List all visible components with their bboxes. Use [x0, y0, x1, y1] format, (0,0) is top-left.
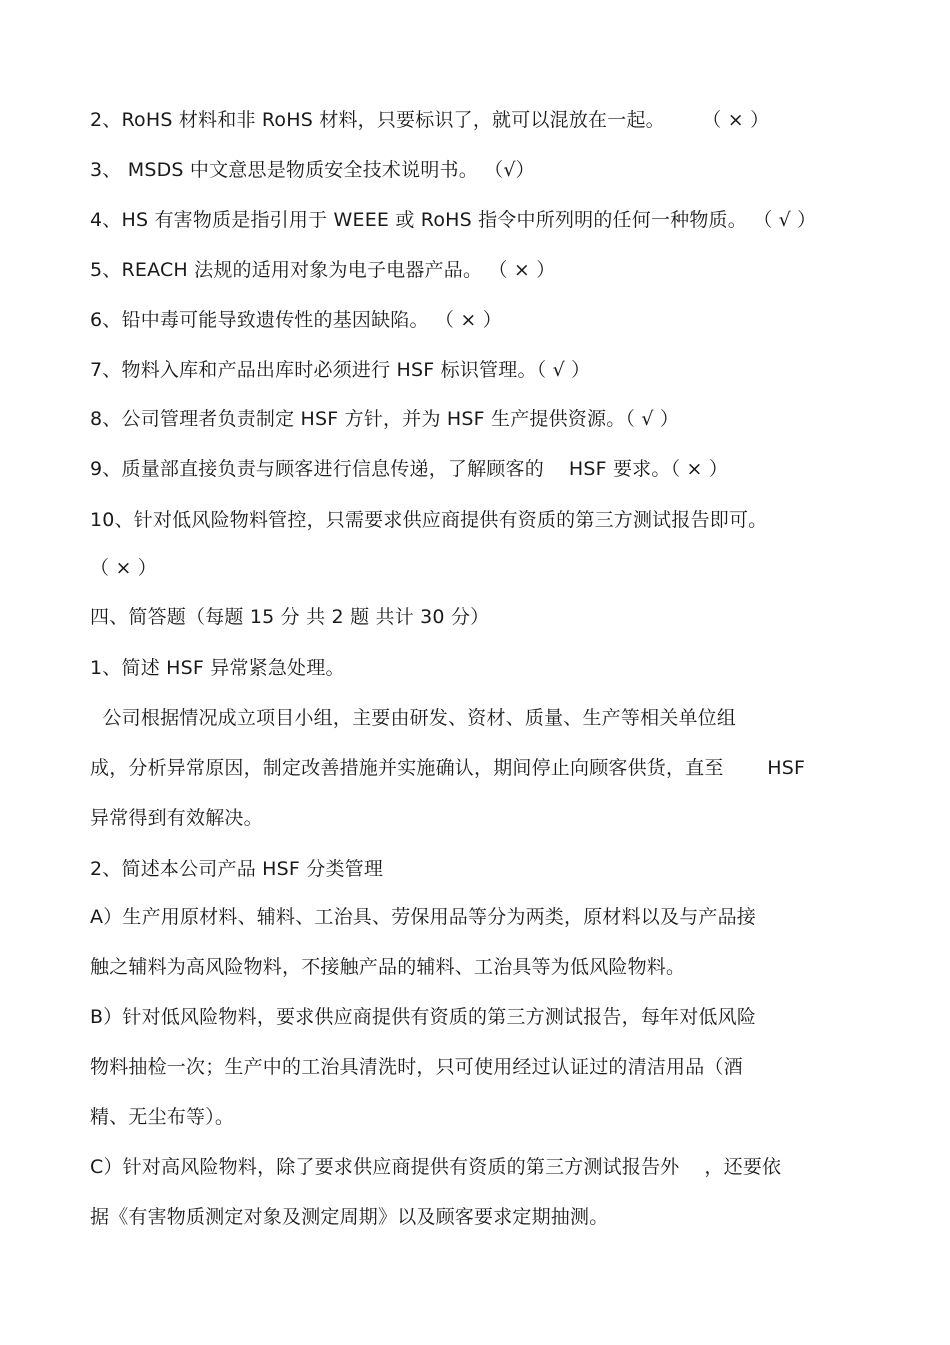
answer-1-line-3: 异常得到有效解决。 [90, 807, 263, 829]
answer-2-b-line-3: 精、无尘布等）。 [90, 1106, 235, 1128]
question-1: 1、简述 HSF 异常紧急处理。 [90, 657, 345, 679]
tf-item-3: 3、 MSDS 中文意思是物质安全技术说明书。 （√） [90, 159, 535, 181]
tf-item-10-answer: （ × ） [90, 557, 157, 579]
tf-item-8: 8、公司管理者负责制定 HSF 方针，并为 HSF 生产提供资源。（ √ ） [90, 408, 680, 430]
answer-1-line-1: 公司根据情况成立项目小组，主要由研发、资材、质量、生产等相关单位组 [90, 707, 737, 729]
question-2: 2、简述本公司产品 HSF 分类管理 [90, 858, 384, 880]
answer-2-a-line-1: A）生产用原材料、辅料、工治具、劳保用品等分为两类，原材料以及与产品接 [90, 906, 756, 928]
tf-item-9: 9、质量部直接负责与顾客进行信息传递，了解顾客的 HSF 要求。（ × ） [90, 458, 729, 480]
answer-2-b-line-2: 物料抽检一次；生产中的工治具清洗时，只可使用经过认证过的清洁用品（酒 [90, 1056, 743, 1078]
answer-2-b-line-1: B）针对低风险物料，要求供应商提供有资质的第三方测试报告，每年对低风险 [90, 1006, 757, 1028]
answer-2-c-line-1: C）针对高风险物料，除了要求供应商提供有资质的第三方测试报告外 ，还要依 [90, 1156, 782, 1178]
tf-item-2: 2、RoHS 材料和非 RoHS 材料，只要标识了，就可以混放在一起。 （ × ） [90, 109, 770, 131]
answer-2-a-line-2: 触之辅料为高风险物料，不接触产品的辅料、工治具等为低风险物料。 [90, 956, 686, 978]
tf-item-4: 4、HS 有害物质是指引用于 WEEE 或 RoHS 指令中所列明的任何一种物质。 （ √ ） [90, 209, 817, 231]
tf-item-10: 10、针对低风险物料管控，只需要求供应商提供有资质的第三方测试报告即可。 [90, 509, 768, 531]
tf-item-7: 7、物料入库和产品出库时必须进行 HSF 标识管理。（ √ ） [90, 359, 591, 381]
tf-item-6: 6、铅中毒可能导致遗传性的基因缺陷。 （ × ） [90, 309, 502, 331]
section-heading: 四、简答题（每题 15 分 共 2 题 共计 30 分） [90, 606, 490, 628]
answer-1-line-2: 成，分析异常原因，制定改善措施并实施确认，期间停止向顾客供货，直至 HSF [90, 757, 806, 779]
answer-2-c-line-2: 据《有害物质测定对象及测定周期》以及顾客要求定期抽测。 [90, 1206, 609, 1228]
tf-item-5: 5、REACH 法规的适用对象为电子电器产品。 （ × ） [90, 259, 556, 281]
